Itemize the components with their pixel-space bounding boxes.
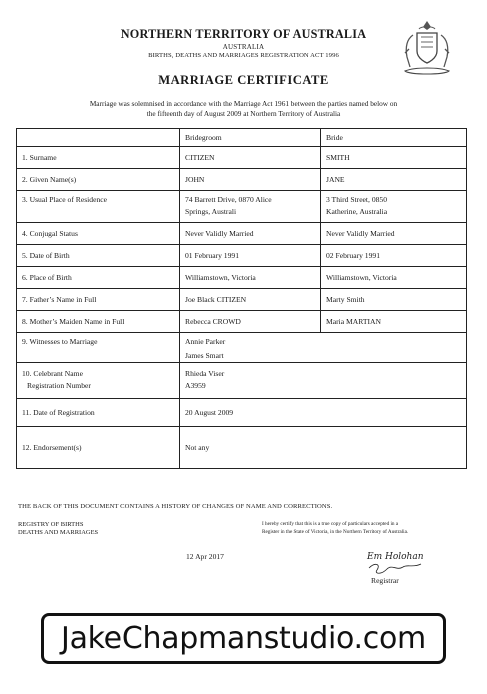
groom-mother-maiden-name: Rebecca CROWD (180, 311, 321, 333)
act-subtitle: BIRTHS, DEATHS AND MARRIAGES REGISTRATION ACT 1996 (148, 52, 339, 59)
row-label: 4. Conjugal Status (17, 223, 180, 245)
signature-text: Em Holohan (367, 552, 424, 562)
groom-surname: CITIZEN (180, 147, 321, 169)
certify-line: Register in the State of Victoria, in the Northern Territory of Australia. (262, 528, 409, 535)
certify-line: I hereby certify that this is a true copy of particulars accepted in a (262, 521, 399, 527)
header-cell-bridegroom: Bridegroom (180, 129, 321, 147)
celebrant-name: Rhieda Viser (185, 369, 225, 378)
table-row (17, 169, 467, 191)
jurisdiction-title: NORTHERN TERRITORY OF AUSTRALIA (120, 27, 367, 41)
back-of-document-note: THE BACK OF THIS DOCUMENT CONTAINS A HISTORY OF CHANGES OF NAME AND CORRECTIONS. (18, 503, 333, 510)
row-label: 11. Date of Registration (17, 399, 180, 427)
row-label: 6. Place of Birth (17, 267, 180, 289)
registration-date: 20 August 2009 (180, 399, 467, 427)
bride-place-of-birth: Williamstown, Victoria (321, 267, 467, 289)
groom-date-of-birth: 01 February 1991 (180, 245, 321, 267)
header-cell-bride: Bride (321, 129, 467, 147)
certificate-title: MARRIAGE CERTIFICATE (158, 73, 329, 87)
row-label: 12. Endorsement(s) (17, 427, 180, 469)
row-label: 1. Surname (17, 147, 180, 169)
witnesses-cell (180, 333, 467, 363)
intro-line: the fifteenth day of August 2009 at Northern Territory of Australia (146, 109, 341, 118)
registry-name (18, 521, 98, 537)
signature-flourish-icon (367, 552, 427, 576)
table-row (17, 399, 467, 427)
bride-conjugal-status: Never Validly Married (321, 223, 467, 245)
groom-residence-line: Springs, Australi (185, 207, 237, 216)
table-row (17, 311, 467, 333)
solemnisation-statement (0, 99, 487, 119)
bride-date-of-birth: 02 February 1991 (321, 245, 467, 267)
marriage-details-table (16, 128, 467, 469)
table-row (17, 333, 467, 363)
celebrant-label-cell (17, 363, 180, 399)
table-row (17, 363, 467, 399)
issue-date: 12 Apr 2017 (186, 552, 224, 561)
table-row (17, 267, 467, 289)
registrar-signature (367, 552, 427, 576)
celebrant-cell (180, 363, 467, 399)
bride-surname: SMITH (321, 147, 467, 169)
groom-given-names: JOHN (180, 169, 321, 191)
country-subtitle: AUSTRALIA (222, 43, 265, 51)
bride-mother-maiden-name: Maria MARTIAN (321, 311, 467, 333)
row-label: 10. Celebrant Name (22, 369, 83, 378)
groom-conjugal-status: Never Validly Married (180, 223, 321, 245)
witness-name: Annie Parker (185, 337, 226, 346)
row-label: 3. Usual Place of Residence (17, 191, 180, 223)
registry-line: DEATHS AND MARRIAGES (18, 529, 99, 536)
table-row (17, 191, 467, 223)
registry-line: REGISTRY OF BIRTHS (18, 521, 84, 528)
groom-father-name: Joe Black CITIZEN (180, 289, 321, 311)
row-label: 2. Given Name(s) (17, 169, 180, 191)
celebrant-registration-number: A3959 (185, 381, 206, 390)
row-label: 9. Witnesses to Marriage (17, 333, 180, 363)
table-row (17, 427, 467, 469)
bride-father-name: Marty Smith (321, 289, 467, 311)
groom-place-of-birth: Williamstown, Victoria (180, 267, 321, 289)
bride-residence-line: Katherine, Australia (326, 207, 388, 216)
table-row (17, 147, 467, 169)
intro-line: Marriage was solemnised in accordance with the Marriage Act 1961 between the parties named below on (89, 99, 398, 108)
row-label: 7. Father’s Name in Full (17, 289, 180, 311)
header-cell-blank (17, 129, 180, 147)
witness-name: James Smart (185, 351, 224, 360)
groom-residence-line: 74 Barrett Drive, 0870 Alice (185, 195, 272, 204)
watermark-banner: JakeChapmanstudio.com (41, 613, 446, 664)
row-label: 8. Mother’s Maiden Name in Full (17, 311, 180, 333)
registrar-label: Registrar (371, 576, 399, 585)
groom-residence (180, 191, 321, 223)
row-sublabel: Registration Number (27, 381, 91, 390)
certification-statement (262, 521, 467, 536)
row-label: 5. Date of Birth (17, 245, 180, 267)
table-row (17, 223, 467, 245)
table-header-row (17, 129, 467, 147)
coat-of-arms-icon (399, 19, 455, 79)
table-row (17, 245, 467, 267)
bride-residence (321, 191, 467, 223)
bride-given-names: JANE (321, 169, 467, 191)
bride-residence-line: 3 Third Street, 0850 (326, 195, 388, 204)
endorsements: Not any (180, 427, 467, 469)
table-row (17, 289, 467, 311)
